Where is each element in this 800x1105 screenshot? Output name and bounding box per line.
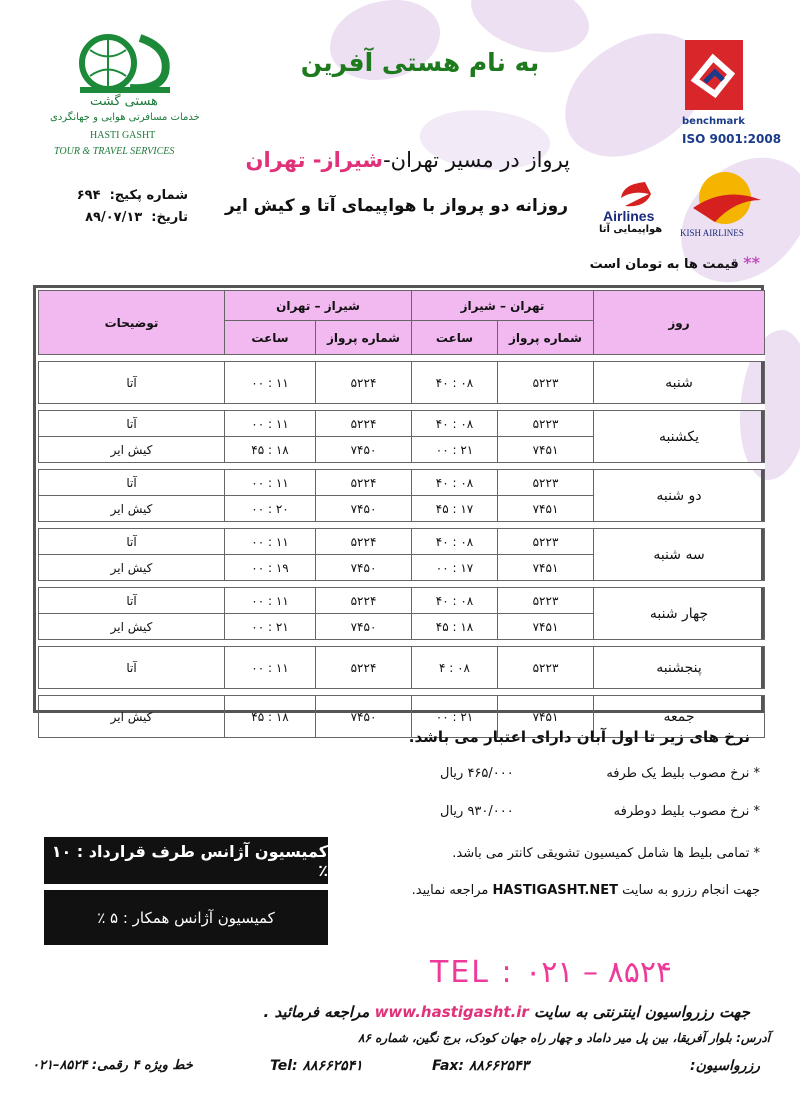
time-1: ۱۸ : ۴۵ [412,614,498,640]
site-note-link[interactable]: HASTIGASHT.NET [492,883,618,898]
contract-commission-box: کمیسیون آژانس طرف قرارداد : ۱۰ ٪ [44,837,328,884]
header-notes: توضیحات [39,291,225,355]
flight-no-2: ۵۲۲۴ [316,470,412,496]
note-cell: آتا [39,411,225,437]
time-1: ۰۸ : ۴۰ [412,470,498,496]
flight-no-1: ۷۴۵۱ [498,437,594,463]
group-gap [39,463,765,470]
time-2: ۱۸ : ۴۵ [225,437,316,463]
site-note-pre: جهت انجام رزرو به سایت [622,883,760,898]
flight-no-2: ۵۲۲۴ [316,411,412,437]
one-way-rate [440,766,760,781]
time-1: ۰۸ : ۴۰ [412,529,498,555]
flight-no-2: ۵۲۲۴ [316,647,412,689]
company-name-en: HASTI GASHT [90,130,156,141]
ata-fa: هواپیمایی آتا [599,224,663,235]
note-cell: آتا [39,588,225,614]
commission-note: * تمامی بلیط ها شامل کمیسیون تشویقی کانتر می باشد. [452,846,760,861]
time-2: ۱۱ : ۰۰ [225,411,316,437]
time-1: ۰۸ : ۴۰ [412,588,498,614]
time-1: ۲۱ : ۰۰ [412,696,498,738]
group-gap [39,404,765,411]
booking-line [264,1003,750,1021]
one-way-value: ۴۶۵/۰۰۰ ریال [440,766,514,781]
time-1: ۱۷ : ۰۰ [412,555,498,581]
booking-url-link[interactable]: www.hastigasht.ir [374,1003,529,1021]
ata-airlines-logo [595,178,675,238]
flight-no-2: ۵۲۲۴ [316,588,412,614]
route-heading [246,148,570,172]
day-cell: چهار شنبه [594,588,765,640]
company-subtitle: خدمات مسافرتی هوایی و جهانگردی [50,112,200,123]
group-gap [39,581,765,588]
header-route-2: شیراز – تهران [225,291,412,321]
group-gap [39,640,765,647]
time-2: ۱۱ : ۰۰ [225,588,316,614]
flight-no-1: ۵۲۲۳ [498,470,594,496]
price-stars: ** [743,253,760,272]
route-prefix: پرواز در مسیر تهران- [383,148,570,172]
note-cell: آتا [39,362,225,404]
header-flight-no-2: شماره پرواز [316,321,412,355]
header-flight-no-1: شماره پرواز [498,321,594,355]
note-cell: آتا [39,470,225,496]
group-gap [39,689,765,696]
date-value: ۸۹/۰۷/۱۳ [85,210,143,225]
time-2: ۱۸ : ۴۵ [225,696,316,738]
benchmark-label: benchmark [682,116,745,127]
route-highlight: شیراز- تهران [245,148,384,172]
group-gap [39,355,765,362]
day-cell: یکشنبه [594,411,765,463]
note-cell: کیش ایر [39,496,225,522]
flight-no-1: ۵۲۲۳ [498,647,594,689]
table-row [39,470,765,496]
kish-airlines-logo [680,170,770,242]
tel2-number: Tel: ۸۸۶۶۲۵۴۱ [270,1058,363,1074]
price-note-text: قیمت ها به تومان است [589,257,739,272]
globe-logo-icon [70,28,180,98]
time-2: ۱۱ : ۰۰ [225,529,316,555]
rates-title: نرخ های زیر تا اول آبان دارای اعتبار می باشد. [408,728,750,746]
time-2: ۱۱ : ۰۰ [225,647,316,689]
time-2: ۱۱ : ۰۰ [225,362,316,404]
flight-no-2: ۵۲۲۴ [316,529,412,555]
flight-no-2: ۷۴۵۰ [316,555,412,581]
table-row [39,529,765,555]
flight-no-1: ۷۴۵۱ [498,614,594,640]
package-number: ۶۹۴ [76,188,101,203]
round-trip-value: ۹۳۰/۰۰۰ ریال [440,804,514,819]
day-cell: شنبه [594,362,765,404]
time-2: ۲۱ : ۰۰ [225,614,316,640]
note-cell: کیش ایر [39,614,225,640]
reservation-label: رزرواسیون: [690,1058,760,1074]
time-1: ۲۱ : ۰۰ [412,437,498,463]
flight-no-1: ۷۴۵۱ [498,555,594,581]
kish-sun-icon [685,170,765,225]
day-cell: پنجشنبه [594,647,765,689]
date-label: تاریخ: [151,210,188,225]
price-note [590,253,760,272]
round-trip-rate [440,804,760,819]
date-row [38,207,188,229]
time-2: ۱۹ : ۰۰ [225,555,316,581]
daily-flights-text: روزانه دو پرواز با هواپیمای آتا و کیش ایر [225,196,568,216]
group-gap [39,522,765,529]
iso-logo [680,40,782,150]
header-time-1: ساعت [412,321,498,355]
package-label: شماره پکیج: [109,188,188,203]
note-cell: کیش ایر [39,696,225,738]
company-name: هستی گشت [90,94,158,109]
ata-bird-icon [615,178,655,210]
site-note-post: مراجعه نمایید. [411,883,489,898]
note-cell: کیش ایر [39,437,225,463]
flight-no-2: ۷۴۵۰ [316,437,412,463]
booking-pre: جهت رزرواسیون اینترنتی به سایت [534,1003,750,1021]
page-title: به نام هستی آفرین [300,48,540,77]
fax-number: Fax: ۸۸۶۶۲۵۴۳ [432,1058,530,1074]
note-cell: آتا [39,647,225,689]
hotline: خط ویژه ۴ رقمی: ۸۵۲۴–۰۲۱ [32,1058,193,1073]
tel-number: TEL : ۰۲۱ – ۸۵۲۴ [430,955,673,990]
flight-no-2: ۷۴۵۰ [316,614,412,640]
day-cell: سه شنبه [594,529,765,581]
table-row [39,588,765,614]
header-day: روز [594,291,765,355]
one-way-label: * نرخ مصوب بلیط یک طرفه [606,766,760,781]
flight-no-1: ۵۲۲۳ [498,362,594,404]
flight-no-1: ۵۲۲۳ [498,588,594,614]
partner-commission-box: کمیسیون آژانس همکار : ۵ ٪ [44,890,328,945]
company-services-en: TOUR & TRAVEL SERVICES [54,146,175,157]
flight-no-1: ۵۲۲۳ [498,529,594,555]
time-1: ۰۸ : ۴۰ [412,411,498,437]
time-1: ۰۸ : ۴۰ [412,362,498,404]
round-trip-label: * نرخ مصوب بلیط دوطرفه [613,804,760,819]
schedule-table [38,290,765,738]
header-route-1: تهران – شیراز [412,291,594,321]
time-2: ۱۱ : ۰۰ [225,470,316,496]
package-row [38,185,188,207]
table-row [39,647,765,689]
time-1: ۰۸ : ۴ [412,647,498,689]
flight-no-2: ۷۴۵۰ [316,696,412,738]
booking-post: مراجعه فرمائید . [263,1003,370,1021]
day-cell: دو شنبه [594,470,765,522]
note-cell: آتا [39,529,225,555]
note-cell: کیش ایر [39,555,225,581]
day-cell: جمعه [594,696,765,738]
flight-no-2: ۷۴۵۰ [316,496,412,522]
address: آدرس: بلوار آفریقا، بین پل میر داماد و چهار راه جهان کودک، برج نگین، شماره ۸۶ [358,1031,770,1045]
benchmark-mark-icon [685,40,743,110]
flight-no-1: ۷۴۵۱ [498,496,594,522]
table-row [39,411,765,437]
iso-label: ISO 9001:2008 [682,132,782,146]
kish-en: KISH AIRLINES [680,228,744,238]
time-1: ۱۷ : ۴۵ [412,496,498,522]
schedule-body [39,355,765,738]
flight-no-2: ۵۲۲۴ [316,362,412,404]
flight-no-1: ۷۴۵۱ [498,696,594,738]
ata-en: Airlines [603,208,655,224]
hasti-gasht-logo [30,28,220,168]
site-note [412,883,760,898]
flight-no-1: ۵۲۲۳ [498,411,594,437]
header-time-2: ساعت [225,321,316,355]
time-2: ۲۰ : ۰۰ [225,496,316,522]
package-info [38,185,188,229]
table-row [39,362,765,404]
